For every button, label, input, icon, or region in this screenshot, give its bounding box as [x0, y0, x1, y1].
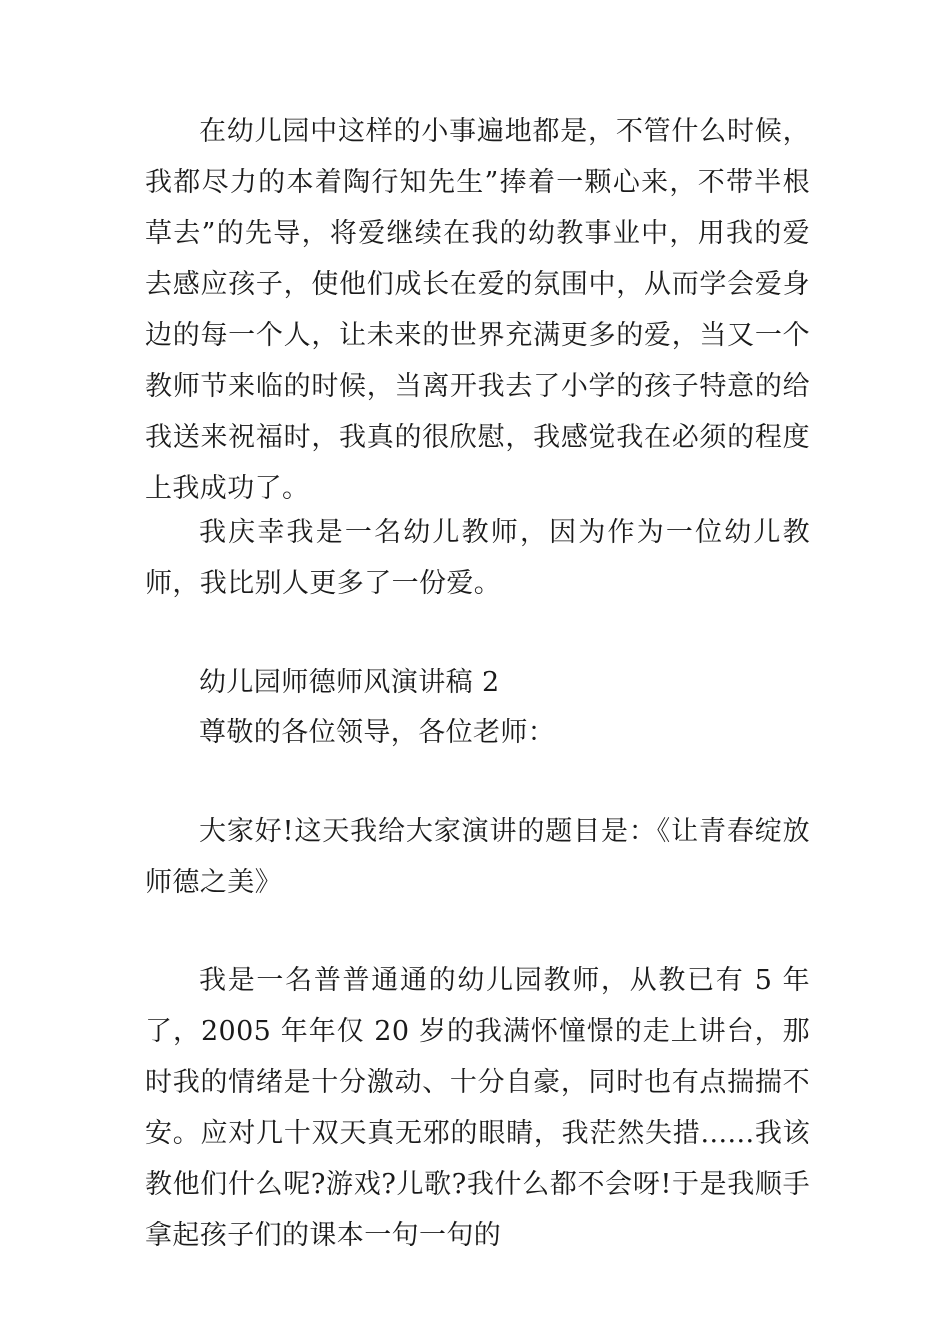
- paragraph-lucky-teacher: 我庆幸我是一名幼儿教师，因为作为一位幼儿教师，我比别人更多了一份爱。: [145, 517, 810, 599]
- paragraph-kindergarten-stories: 在幼儿园中这样的小事遍地都是，不管什么时候，我都尽力的本着陶行知先生”捧着一颗心来，不带半根草去”的先导，将爱继续在我的幼教事业中，用我的爱去感应孩子，使他们成长在爱的氛围中，从而学会爱身边的每一个人，让未来的世界充满更多的爱，当又一个教师节来临的时候，当离开我去了小学的孩子特意的给我送来祝福时，我真的很欣慰，我感觉我在必须的程度上我成功了。: [145, 116, 810, 504]
- paragraph-teaching-story: 我是一名普普通通的幼儿园教师，从教已有 5 年了，2005 年年仅 20 岁的我满怀憧憬的走上讲台，那时我的情绪是十分激动、十分自豪，同时也有点揣揣不安。应对几十双天真无邪的眼睛，我茫然失措......我该教他们什么呢?游戏?儿歌?我什么都不会呀!于是我顺手拿起孩子们的课本一句一句的: [145, 965, 810, 1251]
- paragraph-speech-topic: 大家好!这天我给大家演讲的题目是：《让青春绽放师德之美》: [145, 816, 810, 898]
- section-title: 幼儿园师德师风演讲稿 2: [199, 667, 500, 698]
- greeting: 尊敬的各位领导，各位老师：: [199, 717, 556, 748]
